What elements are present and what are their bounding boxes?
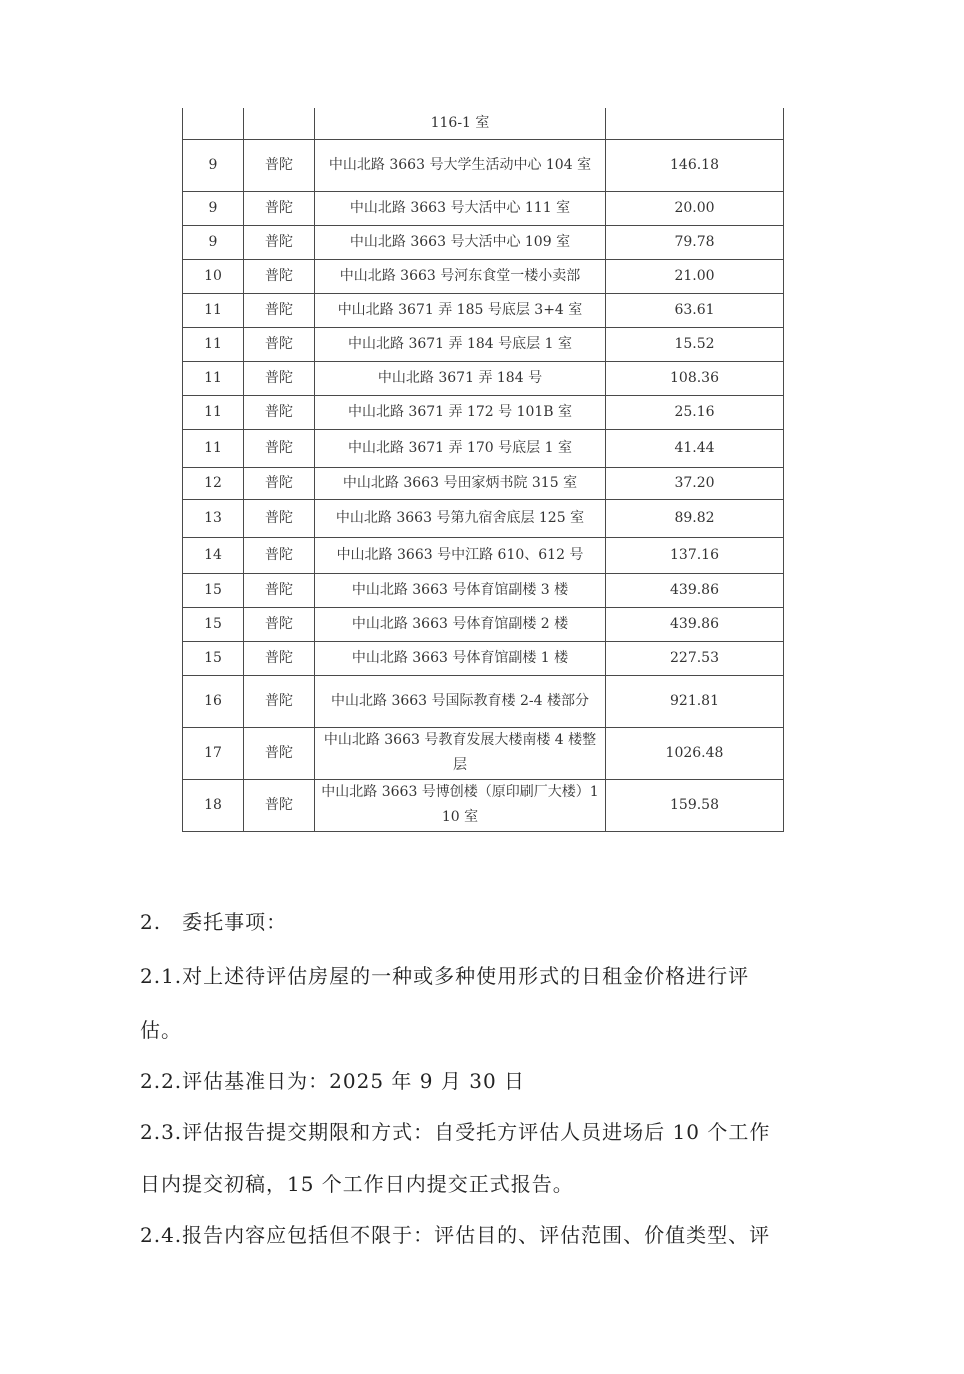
row-number: 18 xyxy=(183,779,244,831)
row-address: 中山北路 3663 号体育馆副楼 2 楼 xyxy=(315,607,606,641)
table-row xyxy=(183,537,784,573)
row-address: 中山北路 3663 号中江路 610、612 号 xyxy=(315,537,606,573)
section-heading: 2. 委托事项： xyxy=(140,910,288,934)
row-number: 10 xyxy=(183,259,244,293)
row-number: 15 xyxy=(183,573,244,607)
row-number: 9 xyxy=(183,225,244,259)
table-row xyxy=(183,191,784,225)
table-row xyxy=(183,293,784,327)
row-number: 11 xyxy=(183,361,244,395)
row-address: 中山北路 3663 号大活中心 109 室 xyxy=(315,225,606,259)
table-row xyxy=(183,641,784,675)
row-address: 中山北路 3663 号国际教育楼 2-4 楼部分 xyxy=(315,675,606,727)
row-number: 13 xyxy=(183,499,244,537)
row-district: 普陀 xyxy=(244,641,315,675)
row-number: 16 xyxy=(183,675,244,727)
row-area: 21.00 xyxy=(606,259,784,293)
row-area: 15.52 xyxy=(606,327,784,361)
row-district: 普陀 xyxy=(244,327,315,361)
row-area: 108.36 xyxy=(606,361,784,395)
row-number: 15 xyxy=(183,641,244,675)
row-district: 普陀 xyxy=(244,361,315,395)
row-number: 11 xyxy=(183,395,244,429)
row-number: 17 xyxy=(183,727,244,779)
row-area: 227.53 xyxy=(606,641,784,675)
table-row xyxy=(183,429,784,467)
paragraph-line: 估。 xyxy=(140,1018,182,1042)
row-district: 普陀 xyxy=(244,139,315,191)
row-address: 中山北路 3671 弄 184 号 xyxy=(315,361,606,395)
row-area: 37.20 xyxy=(606,467,784,499)
row-area: 89.82 xyxy=(606,499,784,537)
row-address: 中山北路 3663 号大活中心 111 室 xyxy=(315,191,606,225)
table-row xyxy=(183,675,784,727)
row-number xyxy=(183,108,244,139)
table-row xyxy=(183,139,784,191)
row-area: 921.81 xyxy=(606,675,784,727)
row-address: 中山北路 3663 号第九宿舍底层 125 室 xyxy=(315,499,606,537)
row-district: 普陀 xyxy=(244,779,315,831)
row-area: 63.61 xyxy=(606,293,784,327)
paragraph-line: 2.1.对上述待评估房屋的一种或多种使用形式的日租金价格进行评 xyxy=(140,964,750,988)
row-area: 146.18 xyxy=(606,139,784,191)
table-row xyxy=(183,607,784,641)
row-number: 9 xyxy=(183,191,244,225)
table-row xyxy=(183,225,784,259)
row-address: 中山北路 3663 号体育馆副楼 1 楼 xyxy=(315,641,606,675)
table-row xyxy=(183,499,784,537)
row-district: 普陀 xyxy=(244,573,315,607)
row-number: 9 xyxy=(183,139,244,191)
paragraph-line: 2.4.报告内容应包括但不限于：评估目的、评估范围、价值类型、评 xyxy=(140,1223,771,1247)
row-area: 20.00 xyxy=(606,191,784,225)
table-row xyxy=(183,573,784,607)
table-row xyxy=(183,727,784,779)
row-address: 中山北路 3663 号教育发展大楼南楼 4 楼整层 xyxy=(315,727,606,779)
row-address: 中山北路 3671 弄 170 号底层 1 室 xyxy=(315,429,606,467)
row-address: 中山北路 3671 弄 184 号底层 1 室 xyxy=(315,327,606,361)
row-number: 11 xyxy=(183,327,244,361)
row-address: 中山北路 3663 号博创楼（原印刷厂大楼）110 室 xyxy=(315,779,606,831)
row-district: 普陀 xyxy=(244,395,315,429)
row-address: 中山北路 3671 弄 185 号底层 3+4 室 xyxy=(315,293,606,327)
row-address: 中山北路 3663 号河东食堂一楼小卖部 xyxy=(315,259,606,293)
paragraph-line: 2.2.评估基准日为：2025 年 9 月 30 日 xyxy=(140,1069,526,1093)
row-address: 116-1 室 xyxy=(315,108,606,139)
row-district: 普陀 xyxy=(244,675,315,727)
row-district: 普陀 xyxy=(244,225,315,259)
row-district: 普陀 xyxy=(244,429,315,467)
row-area: 79.78 xyxy=(606,225,784,259)
row-area: 41.44 xyxy=(606,429,784,467)
row-address: 中山北路 3663 号大学生活动中心 104 室 xyxy=(315,139,606,191)
table-row xyxy=(183,259,784,293)
table-row xyxy=(183,395,784,429)
table-row xyxy=(183,779,784,831)
paragraph-line: 日内提交初稿，15 个工作日内提交正式报告。 xyxy=(140,1172,574,1196)
row-district xyxy=(244,108,315,139)
row-area: 439.86 xyxy=(606,607,784,641)
row-area: 25.16 xyxy=(606,395,784,429)
table-row xyxy=(183,327,784,361)
row-district: 普陀 xyxy=(244,499,315,537)
property-table xyxy=(182,108,784,832)
row-area: 1026.48 xyxy=(606,727,784,779)
row-address: 中山北路 3663 号体育馆副楼 3 楼 xyxy=(315,573,606,607)
row-number: 12 xyxy=(183,467,244,499)
row-district: 普陀 xyxy=(244,537,315,573)
row-number: 11 xyxy=(183,429,244,467)
paragraph-line: 2.3.评估报告提交期限和方式：自受托方评估人员进场后 10 个工作 xyxy=(140,1120,771,1144)
row-district: 普陀 xyxy=(244,293,315,327)
row-area: 137.16 xyxy=(606,537,784,573)
row-district: 普陀 xyxy=(244,191,315,225)
row-district: 普陀 xyxy=(244,259,315,293)
row-district: 普陀 xyxy=(244,727,315,779)
table-row xyxy=(183,108,784,139)
row-number: 14 xyxy=(183,537,244,573)
row-district: 普陀 xyxy=(244,467,315,499)
row-address: 中山北路 3663 号田家炳书院 315 室 xyxy=(315,467,606,499)
row-district: 普陀 xyxy=(244,607,315,641)
row-area: 439.86 xyxy=(606,573,784,607)
row-area: 159.58 xyxy=(606,779,784,831)
row-number: 15 xyxy=(183,607,244,641)
table-row xyxy=(183,361,784,395)
table-row xyxy=(183,467,784,499)
row-address: 中山北路 3671 弄 172 号 101B 室 xyxy=(315,395,606,429)
row-area xyxy=(606,108,784,139)
row-number: 11 xyxy=(183,293,244,327)
